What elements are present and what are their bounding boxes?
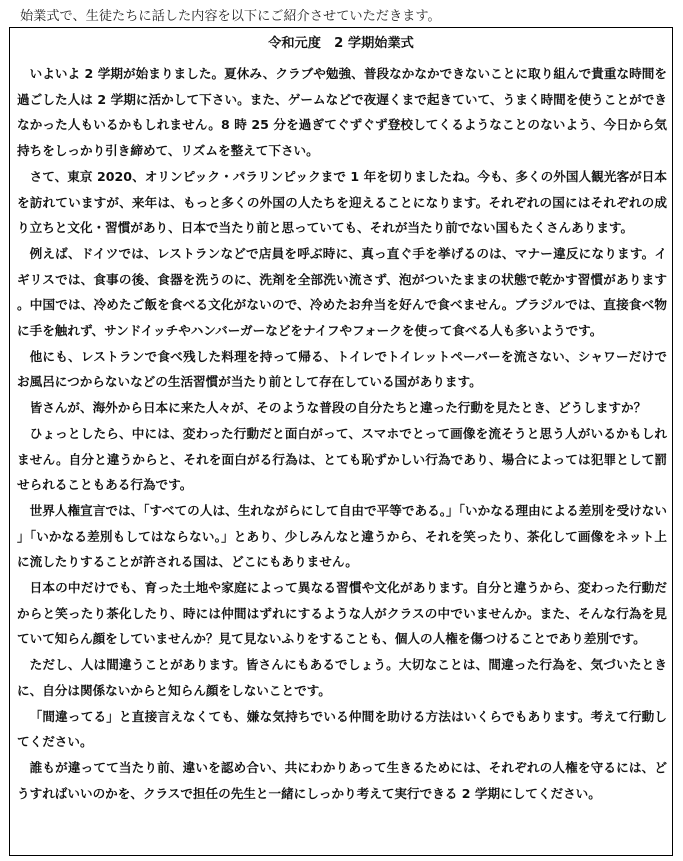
paragraph-start-of-term: いよいよ 2 学期が始まりました。夏休み、クラブや勉強、普段なかなかできないことに取り組んで貴重な時間を過ごした人は 2 学期に活かして下さい。また、ゲームなどで夜遅くまで起きていて、うまく時間を使うことができなかった人もいるかもしれません。8 時 25 分を過ぎてぐずぐず登校してくるようなことのないよう、今日から気持ちをしっかり引き締めて、リズムを整えて下さい。 — [17, 66, 667, 159]
intro-caption: 始業式で、生徒たちに話した内容を以下にご紹介させていただきます。 — [20, 9, 441, 24]
paragraph-human-rights-declaration: 世界人権宣言では、「すべての人は、生れながらにして自由で平等である。」「いかなる理由による差別を受けない」「いかなる差別もしてはならない。」とあり、少しみんなと違うから、それを笑ったり、茶化して画像をネット上に流したりすることが許される国は、どこにもありません。 — [17, 502, 667, 570]
paragraph-closing: 誰もが違ってて当たり前、違いを認め合い、共にわかりあって生きるためには、それぞれの人権を守るには、どうすればいいのかを、クラスで担任の先生と一緒にしっかり考えて実行できる 2 学期にしてください。 — [17, 759, 667, 801]
paragraph-question: 皆さんが、海外から日本に来た人々が、そのような普段の自分たちと違った行動を見たとき、どうしますか？ — [29, 400, 647, 416]
paragraph-olympics: さて、東京 2020、オリンピック・パラリンピックまで 1 年を切りましたね。今も、多くの外国人観光客が日本を訪れていますが、来年は、もっと多くの外国の人たちを迎えることになります。それぞれの国にはそれぞれの成り立ちと文化・習慣があり、日本で当たり前と思っていても、それが当たり前でない国もたくさんあります。 — [17, 168, 667, 236]
paragraph-shameful-acts: ひょっとしたら、中には、変わった行動だと面白がって、スマホでとって画像を流そうと思う人がいるかもしれません。自分と違うからと、それを面白がる行為は、とても恥ずかしい行為であり、場合によっては犯罪として罰せられることもある行為です。 — [17, 425, 667, 493]
document-body — [17, 61, 667, 806]
paragraph-customs-examples: 例えば、ドイツでは、レストランなどで店員を呼ぶ時に、真っ直ぐ手を挙げるのは、マナー違反になります。イギリスでは、食事の後、食器を洗うのに、洗剤を全部洗い流さず、泡がついたままの状態で乾かす習慣があります。中国では、冷めたご飯を食べる文化がないので、冷めたお弁当を好んで食べません。ブラジルでは、直接食べ物に手を触れず、サンドイッチやハンバーガーなどをナイフやフォークを使って食べる人も多いようです。 — [17, 245, 667, 339]
speech-document — [9, 27, 673, 856]
paragraph-help-friends: 「間違ってる」と直接言えなくても、嫌な気持ちでいる仲間を助ける方法はいくらでもあります。考えて行動してください。 — [17, 708, 667, 750]
document-title: 令和元度 2 学期始業式 — [268, 36, 414, 51]
paragraph-other-customs: 他にも、レストランで食べ残した料理を持って帰る、トイレでトイレットペーパーを流さない、シャワーだけでお風呂につからないなどの生活習慣が当たり前として存在している国があります。 — [17, 348, 667, 390]
paragraph-mistakes: ただし、人は間違うことがあります。皆さんにもあるでしょう。大切なことは、間違った行為を、気づいたときに、自分は関係ないからと知らん顔をしないことです。 — [17, 657, 667, 698]
paragraph-within-japan: 日本の中だけでも、育った土地や家庭によって異なる習慣や文化があります。自分と違うから、変わった行動だからと笑ったり茶化したり、時には仲間はずれにするような人がクラスの中でいませんか。また、そんな行為を見ていて知らん顔をしていませんか？見て見ないふりをすることも、個人の人権を傷つけることであり差別です。 — [17, 580, 667, 647]
